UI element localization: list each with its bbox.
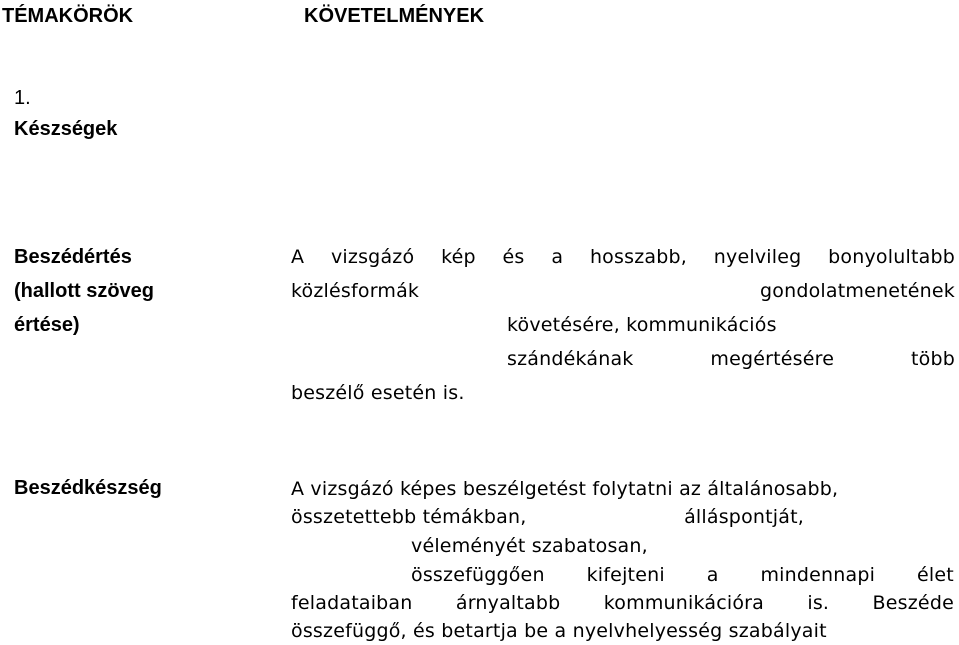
req-speaking-line5: feladataiban árnyaltabb kommunikációra is. Beszéde xyxy=(291,592,954,614)
topic-listening-line1: Beszédértés xyxy=(14,246,132,268)
header-requirements: KÖVETELMÉNYEK xyxy=(304,5,485,27)
req-listening-line2: közlésformák gondolatmenetének xyxy=(291,280,955,302)
section-number: 1. xyxy=(14,87,31,109)
req-speaking-line4: összefüggően kifejteni a mindennapi élet xyxy=(411,564,954,586)
req-listening-line3: követésére, kommunikációs xyxy=(507,314,777,336)
topic-speaking: Beszédkészség xyxy=(14,477,162,499)
topic-listening-line2: (hallott szöveg xyxy=(14,280,155,302)
topic-listening-line3: értése) xyxy=(14,314,80,336)
req-speaking-line6: összefüggő, és betartja be a nyelvhelyesség szabályait xyxy=(291,620,827,642)
req-listening-line1: A vizsgázó kép és a hosszabb, nyelvileg bonyolultabb xyxy=(291,246,955,268)
req-speaking-line3: véleményét szabatosan, xyxy=(411,535,648,557)
req-speaking-line2: összetettebb témákban, álláspontját, xyxy=(291,506,804,528)
section-title: Készségek xyxy=(14,118,118,140)
header-topics: TÉMAKÖRÖK xyxy=(2,5,134,27)
req-listening-line4: szándékának megértésére több xyxy=(507,348,955,370)
req-speaking-line1: A vizsgázó képes beszélgetést folytatni az általánosabb, xyxy=(291,478,839,500)
req-listening-line5: beszélő esetén is. xyxy=(291,382,465,404)
